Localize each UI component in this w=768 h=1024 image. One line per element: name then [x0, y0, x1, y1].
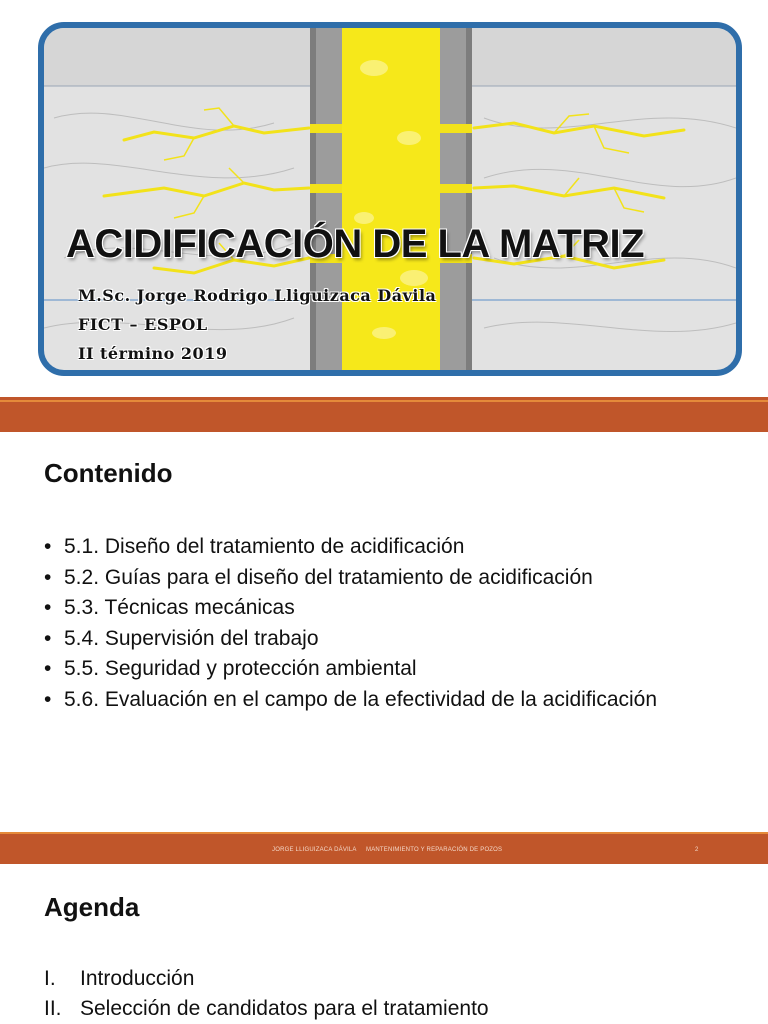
term-line: II término 2019: [78, 344, 228, 363]
bullet-icon: •: [44, 687, 52, 711]
institution-line: FICT – ESPOL: [78, 315, 208, 334]
slide-title: ACIDIFICACIÓN DE LA MATRIZ: [66, 222, 645, 266]
list-item: • 5.5. Seguridad y protección ambiental: [44, 654, 657, 685]
list-item: • 5.1. Diseño del tratamiento de acidificación: [44, 532, 657, 563]
footer-line: [0, 832, 768, 834]
list-item: • 5.2. Guías para el diseño del tratamiento de acidificación: [44, 563, 657, 594]
bullet-icon: •: [44, 596, 52, 620]
slide-footer: [0, 832, 768, 864]
separator-line: [0, 400, 768, 402]
footer-page-number: 2: [695, 847, 699, 853]
list-item: • 5.3. Técnicas mecánicas: [44, 593, 657, 624]
list-item: • 5.4. Supervisión del trabajo: [44, 624, 657, 655]
title-slide: [0, 0, 768, 397]
list-item: I. Introducción: [44, 967, 195, 990]
bullet-icon: •: [44, 535, 52, 558]
slide-separator-band: [0, 397, 768, 432]
bullet-icon: •: [44, 657, 52, 681]
footer-author: JORGE LLIGUIZACA DÁVILA: [272, 847, 357, 853]
footer-course: MANTENIMIENTO Y REPARACIÓN DE POZOS: [366, 847, 503, 853]
list-item: • 5.6. Evaluación en el campo de la efectividad de la acidificación: [44, 685, 657, 716]
bullet-icon: •: [44, 626, 52, 650]
content-list: [44, 532, 657, 716]
title-frame: [38, 22, 742, 376]
list-item: II. Selección de candidatos para el tratamiento: [44, 997, 489, 1020]
author-line: M.Sc. Jorge Rodrigo Lliguizaca Dávila: [78, 286, 437, 305]
agenda-list: [44, 964, 489, 1024]
content-heading: Contenido: [44, 458, 173, 488]
bullet-icon: •: [44, 565, 52, 589]
content-slide: [0, 432, 768, 832]
agenda-slide: [0, 864, 768, 1024]
agenda-heading: Agenda: [44, 892, 140, 922]
